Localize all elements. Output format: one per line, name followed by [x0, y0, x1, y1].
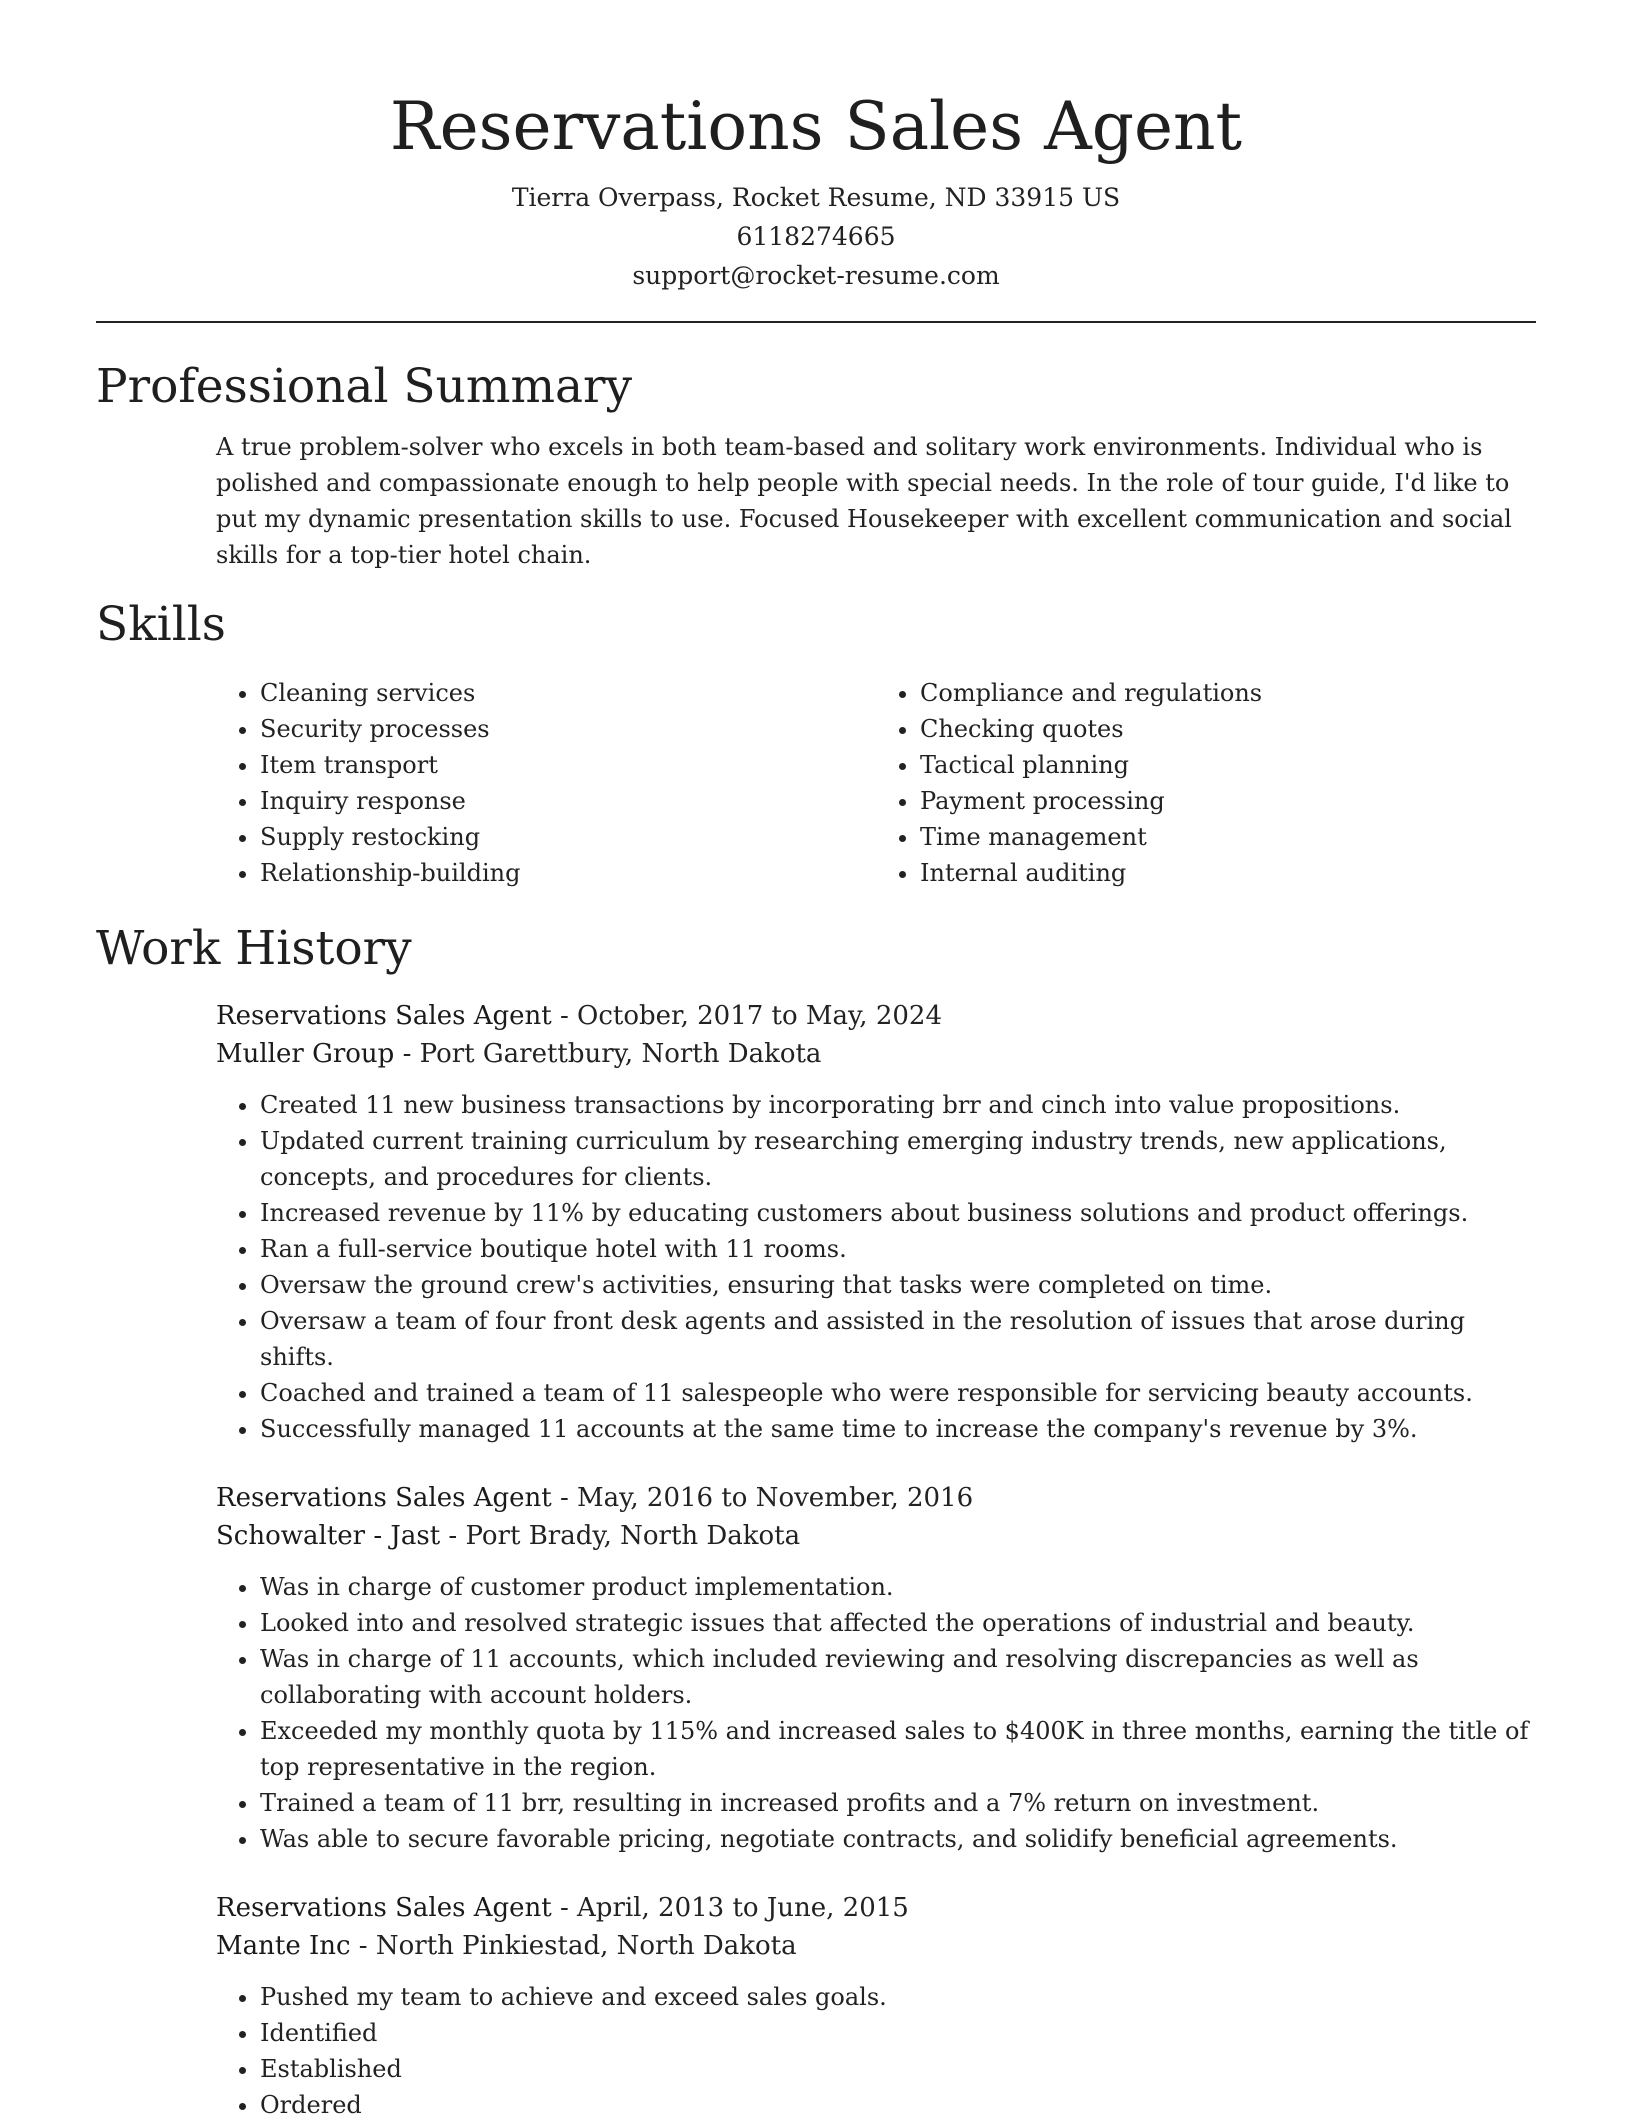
contact-phone: 6118274665 [736, 222, 896, 251]
summary-section [96, 357, 1536, 573]
skill-item: • Relationship-building [260, 855, 876, 891]
skill-item: • Cleaning services [260, 675, 876, 711]
job-entry [216, 997, 1536, 1447]
skill-item: • Tactical planning [920, 747, 1536, 783]
summary-heading: Professional Summary [96, 359, 633, 414]
candidate-title: Reservations Sales Agent [389, 88, 1243, 165]
summary-text: A true problem-solver who excels in both team-based and solitary work environments. Individual who is polished and compassionate enough to help people with special needs. In the role of tour guide, I'd like to put my dynamic presentation skills to use. Focused Housekeeper with excellent communication and social skills for a top-tier hotel chain. [216, 433, 1512, 569]
skills-list-left [216, 675, 876, 891]
job-bullets [216, 1087, 1536, 1447]
skill-item: • Item transport [260, 747, 876, 783]
job-position: Reservations Sales Agent [216, 1001, 552, 1031]
job-location: - North Pinkiestad, North Dakota [350, 1931, 797, 1961]
job-company-line [216, 1927, 1536, 1965]
job-title-line [216, 1889, 1536, 1927]
job-title-line [216, 997, 1536, 1035]
job-location: - Port Brady, North Dakota [440, 1521, 801, 1551]
contact-address: Tierra Overpass, Rocket Resume, ND 33915 US [511, 183, 1121, 212]
job-bullet: • Looked into and resolved strategic issues that affected the operations of industrial and beauty. [260, 1605, 1536, 1641]
work-history-heading: Work History [96, 921, 412, 976]
skills-heading: Skills [96, 597, 226, 652]
resume-header [96, 0, 1536, 295]
work-history-section [96, 919, 1536, 2123]
job-title-line [216, 1479, 1536, 1517]
job-bullet: • Oversaw a team of four front desk agents and assisted in the resolution of issues that arose during shifts. [260, 1303, 1536, 1375]
job-bullet: • Was in charge of customer product implementation. [260, 1569, 1536, 1605]
job-bullet: • Updated current training curriculum by researching emerging industry trends, new applications, concepts, and procedures for clients. [260, 1123, 1536, 1195]
skill-item: • Payment processing [920, 783, 1536, 819]
job-bullet: • Ran a full-service boutique hotel with 11 rooms. [260, 1231, 1536, 1267]
job-bullets [216, 1979, 1536, 2123]
skills-list-right [876, 675, 1536, 891]
skill-item: • Supply restocking [260, 819, 876, 855]
job-bullet: • Successfully managed 11 accounts at the same time to increase the company's revenue by 3%. [260, 1411, 1536, 1447]
job-company-line [216, 1035, 1536, 1073]
job-bullet: • Increased revenue by 11% by educating customers about business solutions and product offerings. [260, 1195, 1536, 1231]
skills-grid [216, 675, 1536, 891]
job-bullet: • Trained a team of 11 brr, resulting in increased profits and a 7% return on investment. [260, 1785, 1536, 1821]
contact-email: support@rocket-resume.com [632, 261, 1000, 290]
job-position: Reservations Sales Agent [216, 1483, 552, 1513]
skill-item: • Internal auditing [920, 855, 1536, 891]
job-company: Schowalter - Jast [216, 1521, 441, 1551]
job-bullet: • Coached and trained a team of 11 salespeople who were responsible for servicing beauty accounts. [260, 1375, 1536, 1411]
job-company: Muller Group [216, 1039, 395, 1069]
skills-section [96, 595, 1536, 891]
job-company-line [216, 1517, 1536, 1555]
job-dates: - October, 2017 to May, 2024 [551, 1001, 942, 1031]
job-bullet: • Was able to secure favorable pricing, negotiate contracts, and solidify beneficial agreements. [260, 1821, 1536, 1857]
skill-item: • Security processes [260, 711, 876, 747]
skill-item: • Time management [920, 819, 1536, 855]
job-bullet: • Exceeded my monthly quota by 115% and increased sales to $400K in three months, earning the title of top representative in the region. [260, 1713, 1536, 1785]
skill-item: • Checking quotes [920, 711, 1536, 747]
job-bullet: • Pushed my team to achieve and exceed sales goals. [260, 1979, 1536, 2015]
header-divider [96, 321, 1536, 323]
job-bullets [216, 1569, 1536, 1857]
job-location: - Port Garettbury, North Dakota [394, 1039, 822, 1069]
job-company: Mante Inc [216, 1931, 351, 1961]
job-dates: - April, 2013 to June, 2015 [551, 1893, 909, 1923]
job-bullet: • Ordered [260, 2087, 1536, 2123]
job-dates: - May, 2016 to November, 2016 [551, 1483, 974, 1513]
skill-item: • Inquiry response [260, 783, 876, 819]
job-position: Reservations Sales Agent [216, 1893, 552, 1923]
job-entry [216, 1889, 1536, 2123]
skill-item: • Compliance and regulations [920, 675, 1536, 711]
contact-block [96, 178, 1536, 295]
resume-page [96, 0, 1536, 2123]
job-bullet: • Oversaw the ground crew's activities, ensuring that tasks were completed on time. [260, 1267, 1536, 1303]
job-bullet: • Identified [260, 2015, 1536, 2051]
job-entry [216, 1479, 1536, 1857]
job-bullet: • Was in charge of 11 accounts, which included reviewing and resolving discrepancies as well as collaborating with account holders. [260, 1641, 1536, 1713]
job-bullet: • Created 11 new business transactions by incorporating brr and cinch into value propositions. [260, 1087, 1536, 1123]
job-bullet: • Established [260, 2051, 1536, 2087]
